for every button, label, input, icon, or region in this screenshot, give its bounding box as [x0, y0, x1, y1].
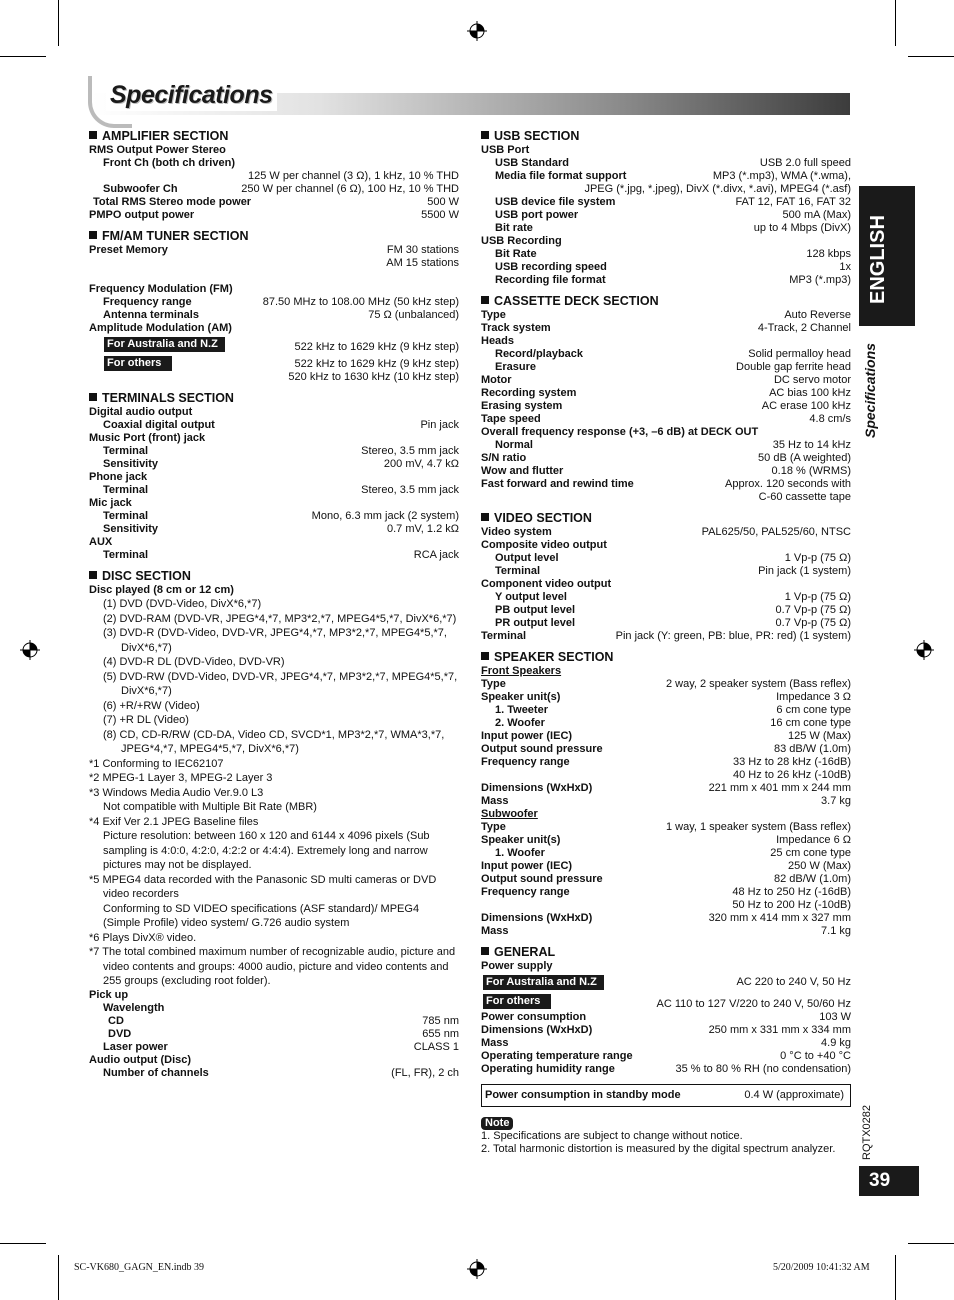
list-item: JPEG*4,*7, MPEG4*5,*7, DivX*6,*7) [121, 743, 299, 755]
spec-label: Record/playback [495, 348, 584, 360]
spec-value: (FL, FR), 2 ch [391, 1066, 459, 1079]
spec-value: 4-Track, 2 Channel [757, 322, 851, 334]
spec-value: 785 nm [422, 1014, 459, 1027]
spec-label: Amplitude Modulation (AM) [89, 322, 232, 334]
spec-value: 33 Hz to 28 kHz (-16dB) [733, 756, 851, 768]
video-rows [481, 526, 851, 643]
disc-list [89, 597, 459, 757]
spec-label: Wavelength [103, 1001, 165, 1014]
section-heading-usb: USB SECTION [481, 129, 851, 144]
spec-row [481, 743, 851, 756]
spec-value: 0 °C to +40 °C [780, 1050, 851, 1062]
crop-mark [895, 1255, 896, 1300]
square-bullet-icon [481, 296, 489, 304]
section-side-label: Specifications [862, 343, 878, 438]
spec-value: 0.7 Vp-p (75 Ω) [775, 617, 851, 629]
square-bullet-icon [89, 393, 97, 401]
list-item: (8) CD, CD-R/RW (CD-DA, Video CD, SVCD*1, MP3*2,*7, WMA*3,*7, [103, 728, 445, 741]
spec-value: FM 30 stations [386, 244, 459, 256]
registration-mark-icon [467, 21, 487, 41]
spec-row [481, 578, 851, 591]
spec-label: Laser power [103, 1040, 168, 1053]
spec-label: PB output level [495, 604, 576, 616]
footnotes [89, 757, 459, 989]
spec-value: 520 kHz to 1630 kHz (10 kHz step) [288, 371, 459, 383]
crop-mark [0, 56, 46, 57]
spec-label: Mic jack [89, 497, 132, 509]
spec-label: Motor [481, 374, 512, 386]
spec-label: Pick up [89, 988, 129, 1001]
spec-label: Total RMS Stereo mode power [93, 196, 252, 208]
subwoofer-rows [481, 821, 851, 938]
spec-value: 0.18 % (WRMS) [771, 465, 851, 477]
document-code: RQTX0282 [861, 1104, 873, 1160]
spec-value: AC 220 to 240 V, 50 Hz [736, 976, 851, 988]
spec-value: 500 mA (Max) [782, 209, 851, 221]
spec-row [481, 795, 851, 808]
spec-value: 75 Ω (unbalanced) [368, 309, 459, 321]
footer-timestamp: 5/20/2009 10:41:32 AM [773, 1262, 870, 1273]
spec-value: 35 % to 80 % RH (no condensation) [675, 1063, 851, 1075]
list-item: (4) DVD-R DL (DVD-Video, DVD-VR) [103, 656, 285, 668]
spec-value: Pin jack (Y: green, PB: blue, PR: red) (1 system) [615, 630, 851, 642]
page-number: 39 [859, 1166, 919, 1196]
spec-row [481, 361, 851, 374]
spec-value: 25 cm cone type [770, 847, 851, 859]
spec-label: Input power (IEC) [481, 730, 573, 742]
spec-label: Music Port (front) jack [89, 432, 206, 444]
spec-label: Composite video output [481, 539, 607, 551]
note-badge: Note [481, 1117, 513, 1130]
spec-row [481, 821, 851, 834]
spec-label: Terminal [103, 445, 149, 457]
crop-mark [895, 0, 896, 46]
spec-label: Speaker unit(s) [481, 691, 561, 703]
crop-mark [58, 1255, 59, 1300]
spec-label: RMS Output Power Stereo [89, 144, 226, 156]
spec-label: CD [108, 1014, 124, 1027]
spec-value: 250 W (Max) [788, 860, 851, 872]
standby-box [481, 1084, 851, 1107]
spec-row [481, 426, 851, 439]
spec-label: Operating humidity range [481, 1063, 615, 1075]
note-item: 2. Total harmonic distortion is measured by the digital spectrum analyzer. [481, 1143, 836, 1155]
spec-label: Frequency range [481, 886, 570, 898]
footnote: *5 MPEG4 data recorded with the Panasonic SD multi cameras or DVD video recorders [89, 873, 437, 900]
spec-row [481, 478, 851, 491]
spec-row [481, 691, 851, 704]
spec-row [481, 539, 851, 552]
spec-row [481, 335, 851, 348]
spec-label: Speaker unit(s) [481, 834, 561, 846]
spec-label: PMPO output power [89, 209, 195, 221]
spec-label: Frequency range [481, 756, 570, 768]
spec-label: Media file format support [495, 170, 627, 182]
spec-value: C-60 cassette tape [758, 491, 851, 503]
spec-label: 1. Woofer [495, 847, 545, 859]
list-item: (7) +R DL (Video) [103, 714, 189, 726]
spec-value: Impedance 6 Ω [776, 834, 851, 846]
spec-label: USB Port [481, 144, 530, 156]
spec-value: Pin jack (1 system) [758, 565, 851, 577]
spec-value: 500 W [427, 196, 459, 208]
footnote: Not compatible with Multiple Bit Rate (MBR) [103, 801, 317, 813]
spec-label: Output level [495, 552, 559, 564]
spec-value: 320 mm x 414 mm x 327 mm [708, 912, 851, 924]
spec-value: Impedance 3 Ω [776, 691, 851, 703]
spec-value: 200 mV, 4.7 kΩ [383, 458, 459, 470]
spec-label: Audio output (Disc) [89, 1053, 192, 1066]
spec-label: Terminal [103, 549, 149, 561]
spec-label: Bit rate [495, 222, 533, 234]
spec-label: Mass [481, 925, 509, 937]
spec-value: up to 4 Mbps (DivX) [753, 222, 851, 234]
list-item: (1) DVD (DVD-Video, DivX*6,*7) [103, 598, 262, 610]
registration-mark-icon [914, 640, 934, 660]
spec-row [481, 730, 851, 743]
square-bullet-icon [481, 131, 489, 139]
section-heading-speaker: SPEAKER SECTION [481, 650, 851, 665]
spec-value: 655 nm [422, 1027, 459, 1040]
section-heading-tuner: FM/AM TUNER SECTION [89, 229, 459, 244]
list-item: (5) DVD-RW (DVD-Video, DVD-VR, JPEG*4,*7, MP3*2,*7, MPEG4*5,*7, [103, 670, 458, 683]
crop-mark [58, 0, 59, 46]
spec-value: 40 Hz to 26 kHz (-10dB) [733, 769, 851, 781]
spec-label: Recording system [481, 387, 577, 399]
spec-label: Output sound pressure [481, 743, 603, 755]
spec-label: Coaxial digital output [103, 419, 215, 431]
square-bullet-icon [89, 571, 97, 579]
spec-label: Component video output [481, 578, 612, 590]
section-heading-video: VIDEO SECTION [481, 511, 851, 526]
registration-mark-icon [467, 1259, 487, 1279]
spec-value: 2 way, 2 speaker system (Bass reflex) [665, 678, 851, 690]
spec-row [481, 604, 851, 617]
spec-value: 128 kbps [806, 248, 851, 260]
square-bullet-icon [89, 131, 97, 139]
spec-value: Approx. 120 seconds with [725, 478, 851, 490]
spec-label: Bit Rate [495, 248, 537, 260]
spec-value: AM 15 stations [386, 257, 459, 269]
spec-label: Type [481, 821, 506, 833]
spec-label: Antenna terminals [103, 309, 199, 321]
spec-label: Terminal [495, 565, 541, 577]
spec-label: USB device file system [495, 196, 616, 208]
spec-row [481, 717, 851, 730]
spec-value: 16 cm cone type [770, 717, 851, 729]
general-rows [481, 1011, 851, 1076]
footnote: Picture resolution: between 160 x 120 and 6144 x 4096 pixels (Sub sampling is 4:0:0, 4:2:0, 4:2:2 or 4:4:4). Extremely long and narrow pictures may not be displayed. [103, 830, 430, 871]
spec-label: Terminal [103, 484, 149, 496]
section-heading-terminals: TERMINALS SECTION [89, 391, 459, 406]
crop-mark [908, 56, 954, 57]
spec-label: Fast forward and rewind time [481, 478, 634, 490]
spec-label: Power supply [481, 960, 553, 972]
spec-label: USB Recording [481, 235, 562, 247]
spec-value: 0.7 Vp-p (75 Ω) [775, 604, 851, 616]
spec-value: Solid permalloy head [748, 348, 851, 360]
spec-row [481, 1050, 851, 1063]
spec-label: Sensitivity [103, 523, 159, 535]
footnote: *3 Windows Media Audio Ver.9.0 L3 [89, 786, 264, 799]
registration-mark-icon [20, 640, 40, 660]
spec-value: Pin jack [420, 419, 459, 431]
spec-value: Mono, 6.3 mm jack (2 system) [311, 510, 459, 522]
spec-row [481, 860, 851, 873]
spec-value: 83 dB/W (1.0m) [773, 743, 851, 755]
spec-row [481, 769, 851, 782]
spec-value: 5500 W [421, 209, 459, 221]
region-badge: For others [483, 994, 551, 1009]
list-item: (3) DVD-R (DVD-Video, DVD-VR, JPEG*4,*7, MP3*2,*7, MPEG4*5,*7, [103, 627, 447, 639]
spec-row [481, 452, 851, 465]
spec-label: Tape speed [481, 413, 541, 425]
spec-label: Y output level [495, 591, 567, 603]
spec-value: 1 Vp-p (75 Ω) [784, 591, 851, 603]
spec-row [481, 387, 851, 400]
spec-value: Stereo, 3.5 mm jack [361, 484, 459, 496]
spec-row [481, 617, 851, 630]
spec-value: JPEG (*.jpg, *.jpeg), DivX (*.divx, *.avi), MPEG4 (*.asf) [584, 183, 851, 195]
spec-label: Recording file format [495, 274, 606, 286]
spec-value: 250 W per channel (6 Ω), 100 Hz, 10 % THD [241, 183, 459, 195]
spec-value: 1x [839, 261, 851, 273]
cassette-rows [481, 309, 851, 491]
spec-value: MP3 (*.mp3), WMA (*.wma), [712, 170, 851, 182]
spec-row [481, 400, 851, 413]
spec-label: Preset Memory [89, 244, 168, 256]
spec-value: MP3 (*.mp3) [789, 274, 851, 286]
spec-value: 103 W [819, 1011, 851, 1023]
spec-label: Wow and flutter [481, 465, 564, 477]
spec-row [481, 899, 851, 912]
spec-label: Heads [481, 335, 515, 347]
left-column [89, 129, 459, 1080]
spec-label: Frequency Modulation (FM) [89, 283, 233, 295]
spec-label: Front Ch (both ch driven) [103, 157, 235, 169]
spec-label: Disc played (8 cm or 12 cm) [89, 584, 234, 596]
spec-value: 50 dB (A weighted) [758, 452, 851, 464]
spec-row [481, 782, 851, 795]
spec-row [481, 465, 851, 478]
spec-row [481, 834, 851, 847]
spec-label: AUX [89, 536, 113, 548]
spec-label: Dimensions (WxHxD) [481, 782, 593, 794]
spec-row [481, 925, 851, 938]
spec-value: 3.7 kg [821, 795, 851, 807]
spec-label: Normal [495, 439, 533, 451]
square-bullet-icon [481, 513, 489, 521]
spec-row [481, 374, 851, 387]
spec-value: 4.8 cm/s [809, 413, 851, 425]
spec-row [481, 439, 851, 452]
spec-value: 522 kHz to 1629 kHz (9 kHz step) [294, 341, 459, 353]
spec-value: 522 kHz to 1629 kHz (9 kHz step) [294, 358, 459, 370]
subsection-heading: Subwoofer [481, 808, 538, 820]
spec-row [481, 591, 851, 604]
spec-row [481, 348, 851, 361]
footer-file: SC-VK680_GAGN_EN.indb 39 [74, 1262, 204, 1273]
footnote: *6 Plays DivX® video. [89, 931, 197, 944]
spec-label: Sensitivity [103, 458, 159, 470]
square-bullet-icon [481, 947, 489, 955]
spec-label: Output sound pressure [481, 873, 603, 885]
spec-label: Terminal [103, 510, 149, 522]
spec-label: Digital audio output [89, 406, 193, 418]
spec-value: 50 Hz to 200 Hz (-10dB) [732, 899, 851, 911]
spec-row [481, 526, 851, 539]
spec-label: Power consumption in standby mode [485, 1089, 681, 1101]
spec-value: 250 mm x 331 mm x 334 mm [708, 1024, 851, 1036]
spec-label: USB Standard [495, 157, 569, 169]
spec-row [481, 873, 851, 886]
spec-row [481, 847, 851, 860]
spec-value: 4.9 kg [821, 1037, 851, 1049]
spec-row [481, 552, 851, 565]
spec-row [481, 1063, 851, 1076]
list-item: DivX*6,*7) [121, 685, 172, 697]
spec-row [481, 704, 851, 717]
footnote: Conforming to SD VIDEO specifications (ASF standard)/ MPEG4 (Simple Profile) video system/ G.726 audio system [103, 902, 420, 929]
spec-label: Number of channels [103, 1066, 209, 1079]
spec-row [481, 565, 851, 578]
spec-row [481, 1037, 851, 1050]
spec-value: FAT 12, FAT 16, FAT 32 [735, 196, 851, 208]
spec-row [481, 309, 851, 322]
spec-label: Dimensions (WxHxD) [481, 1024, 593, 1036]
spec-value: 48 Hz to 250 Hz (-16dB) [732, 886, 851, 898]
spec-label: Power consumption [481, 1011, 587, 1023]
footnote: *4 Exif Ver 2.1 JPEG Baseline files [89, 815, 259, 828]
spec-label: PR output level [495, 617, 576, 629]
spec-label: Type [481, 309, 506, 321]
spec-row [481, 678, 851, 691]
language-tab-label: ENGLISH [867, 215, 889, 304]
spec-value: PAL625/50, PAL525/60, NTSC [701, 526, 851, 538]
region-badge: For others [104, 356, 172, 371]
page-title: Specifications [106, 79, 277, 111]
list-item: (6) +R/+RW (Video) [103, 699, 200, 712]
square-bullet-icon [89, 231, 97, 239]
spec-value: DC servo motor [773, 374, 851, 386]
list-item: (2) DVD-RAM (DVD-VR, JPEG*4,*7, MP3*2,*7, MPEG4*5,*7, DivX*6,*7) [103, 612, 457, 625]
spec-label: Dimensions (WxHxD) [481, 912, 593, 924]
section-heading-general: GENERAL [481, 945, 851, 960]
right-column [481, 129, 851, 1156]
spec-value: 82 dB/W (1.0m) [773, 873, 851, 885]
spec-value: 0.4 W (approximate) [744, 1089, 844, 1101]
spec-label: Mass [481, 1037, 509, 1049]
spec-label: Input power (IEC) [481, 860, 573, 872]
spec-value: AC bias 100 kHz [769, 387, 851, 399]
spec-label: Track system [481, 322, 551, 334]
spec-row [481, 1011, 851, 1024]
crop-mark [908, 1243, 954, 1244]
section-heading-amplifier: AMPLIFIER SECTION [89, 129, 459, 144]
spec-label: Frequency range [103, 296, 192, 308]
footnote: *7 The total combined maximum number of recognizable audio, picture and video contents and groups: 4000 audio, picture and video contents and 255 groups (excluding root folder). [89, 946, 456, 987]
section-heading-disc: DISC SECTION [89, 569, 459, 584]
spec-label: Erasure [495, 361, 536, 373]
spec-row [481, 912, 851, 925]
spec-value: 1 way, 1 speaker system (Bass reflex) [665, 821, 851, 833]
spec-value: 125 W (Max) [788, 730, 851, 742]
spec-label: Type [481, 678, 506, 690]
subsection-heading: Front Speakers [481, 665, 562, 677]
spec-label: S/N ratio [481, 452, 527, 464]
spec-value: Stereo, 3.5 mm jack [361, 445, 459, 457]
spec-value: 1 Vp-p (75 Ω) [784, 552, 851, 564]
spec-label: Overall frequency response (+3, –6 dB) at DECK OUT [481, 426, 759, 438]
spec-label: Mass [481, 795, 509, 807]
spec-value: AC 110 to 127 V/220 to 240 V, 50/60 Hz [656, 998, 851, 1010]
spec-value: CLASS 1 [413, 1040, 459, 1053]
front-speaker-rows [481, 678, 851, 808]
spec-value: 87.50 MHz to 108.00 MHz (50 kHz step) [262, 296, 459, 308]
language-tab [859, 186, 915, 326]
spec-label: 1. Tweeter [495, 704, 548, 716]
spec-value: Auto Reverse [784, 309, 851, 321]
spec-label: Phone jack [89, 471, 148, 483]
spec-value: 6 cm cone type [776, 704, 851, 716]
spec-label: Operating temperature range [481, 1050, 633, 1062]
footnote: *1 Conforming to IEC62107 [89, 757, 224, 770]
square-bullet-icon [481, 652, 489, 660]
footnote: *2 MPEG-1 Layer 3, MPEG-2 Layer 3 [89, 772, 273, 784]
spec-label: Terminal [481, 630, 527, 642]
spec-label: USB recording speed [495, 261, 607, 273]
region-badge: For Australia and N.Z [104, 337, 225, 352]
spec-value: USB 2.0 full speed [759, 157, 851, 169]
spec-value: 221 mm x 401 mm x 244 mm [708, 782, 851, 794]
spec-row [481, 886, 851, 899]
spec-value: RCA jack [413, 549, 459, 561]
crop-mark [0, 1243, 46, 1244]
section-heading-cassette: CASSETTE DECK SECTION [481, 294, 851, 309]
spec-row [481, 1024, 851, 1037]
region-badge: For Australia and N.Z [483, 975, 604, 990]
spec-value: 7.1 kg [821, 925, 851, 937]
spec-value: AC erase 100 kHz [761, 400, 851, 412]
spec-label: 2. Woofer [495, 717, 545, 729]
spec-label: DVD [108, 1027, 132, 1040]
note-item: 1. Specifications are subject to change without notice. [481, 1130, 743, 1142]
spec-value: 125 W per channel (3 Ω), 1 kHz, 10 % THD [248, 170, 459, 182]
spec-row [481, 413, 851, 426]
spec-row [481, 630, 851, 643]
list-item: DivX*6,*7) [121, 641, 172, 654]
spec-row [481, 756, 851, 769]
spec-value: Double gap ferrite head [736, 361, 851, 373]
spec-label: USB port power [495, 209, 579, 221]
spec-label: Subwoofer Ch [103, 183, 178, 195]
spec-label: Erasing system [481, 400, 563, 412]
spec-value: 35 Hz to 14 kHz [772, 439, 851, 451]
spec-label: Video system [481, 526, 552, 538]
spec-row [481, 322, 851, 335]
spec-value: 0.7 mV, 1.2 kΩ [386, 523, 459, 535]
